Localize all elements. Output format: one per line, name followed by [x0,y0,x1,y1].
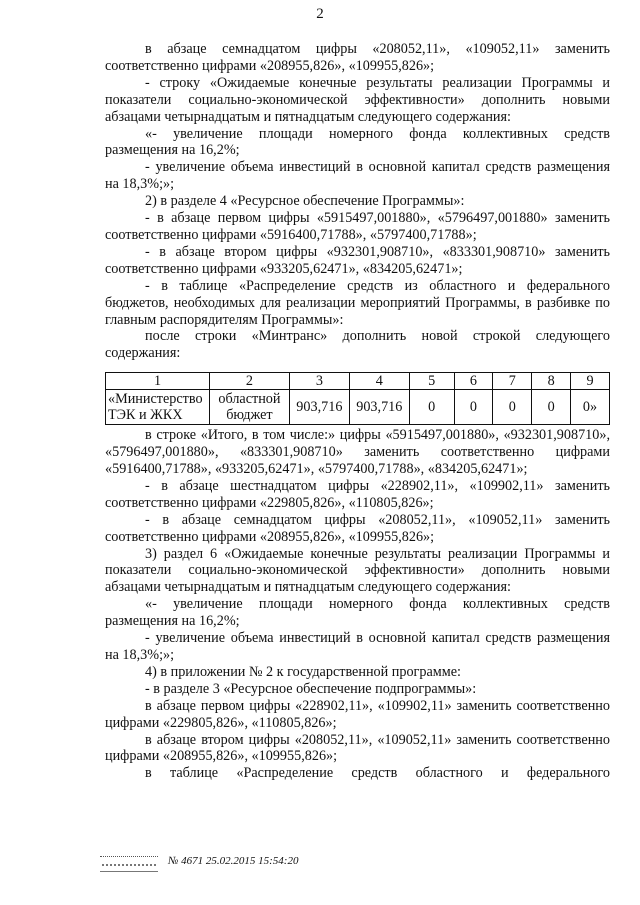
table-cell: областной бюджет [209,390,289,425]
table-cell: 0 [409,390,454,425]
paragraph: в абзаце втором цифры «208052,11», «109052,11» заменить соответственно цифрами «208955,826», «109955,826»; [105,731,610,765]
paragraph: - в абзаце первом цифры «5915497,001880», «5796497,001880» заменить соответственно цифрами «5916400,71788», «5797400,71788»; [105,210,610,243]
paragraph: «- увеличение площади номерного фонда коллективных средств размещения на 16,2%; [105,125,610,159]
registration-number: № 4671 25.02.2015 15:54:20 [168,855,299,867]
table-cell: 903,716 [289,390,349,425]
paragraph: - в абзаце семнадцатом цифры «208052,11», «109052,11» заменить соответственно цифрами «208955,826», «109955,826»; [105,511,610,545]
table-header-cell: 5 [409,373,454,390]
paragraph: - увеличение объема инвестиций в основной капитал средств размещения на 18,3%;»; [105,159,610,193]
table-header-cell: 2 [209,373,289,390]
insert-table [105,372,610,425]
table-header-row [106,373,610,390]
paragraph: 3) раздел 6 «Ожидаемые конечные результаты реализации Программы и показатели социально-экономической эффективности» дополнить новыми абзацами четырнадцатым и пятнадцатым следующего содержания: [105,545,610,596]
table-header-cell: 4 [349,373,409,390]
paragraph: в абзаце семнадцатом цифры «208052,11», «109052,11» заменить соответственно цифрами «208955,826», «109955,826»; [105,41,610,74]
document-body [105,41,610,782]
paragraph: в таблице «Распределение средств областного и федерального [145,765,610,782]
paragraph: - в разделе 3 «Ресурсное обеспечение подпрограммы»: [145,680,477,697]
table-header-cell: 9 [571,373,610,390]
document-stamp-icon [100,856,158,876]
table-header-cell: 8 [532,373,571,390]
table-cell: 0 [532,390,571,425]
page-number: 2 [316,6,324,22]
paragraph: после строки «Минтранс» дополнить новой строкой следующего содержания: [105,328,610,362]
paragraph: - в абзаце втором цифры «932301,908710», «833301,908710» заменить соответственно цифрами «933205,62471», «834205,62471»; [105,243,610,277]
table-header-cell: 3 [289,373,349,390]
paragraph: «- увеличение площади номерного фонда коллективных средств размещения на 16,2%; [105,596,610,630]
table-cell: «Министерство ТЭК и ЖКХ [106,390,210,425]
table-header-cell: 7 [493,373,532,390]
table-cell: 0 [454,390,493,425]
table-cell: 0 [493,390,532,425]
table-header-cell: 6 [454,373,493,390]
paragraph: 2) в разделе 4 «Ресурсное обеспечение Программы»: [145,193,465,210]
table-cell: 0» [571,390,610,425]
table-header-cell: 1 [106,373,210,390]
paragraph: 4) в приложении № 2 к государственной программе: [145,663,461,680]
paragraph: - в абзаце шестнадцатом цифры «228902,11», «109902,11» заменить соответственно цифрами «229805,826», «110805,826»; [105,477,610,511]
paragraph: в строке «Итого, в том числе:» цифры «5915497,001880», «932301,908710», «5796497,001880», «833301,908710» заменить соответственно цифрами «5916400,71788», «933205,62471», «5797400,71788», «834205,62471»; [105,427,610,478]
paragraph: - строку «Ожидаемые конечные результаты реализации Программы и показатели социально-экономической эффективности» дополнить новыми абзацами четырнадцатым и пятнадцатым следующего содержания: [105,74,610,125]
paragraph: - увеличение объема инвестиций в основной капитал средств размещения на 18,3%;»; [105,630,610,663]
table-cell: 903,716 [349,390,409,425]
table-row [106,390,610,425]
paragraph: в абзаце первом цифры «228902,11», «109902,11» заменить соответственно цифрами «229805,826», «110805,826»; [105,697,610,731]
paragraph: - в таблице «Распределение средств из областного и федерального бюджетов, необходимых для реализации мероприятий Программы, в разбивке по главным распорядителям Программы»: [105,277,610,328]
